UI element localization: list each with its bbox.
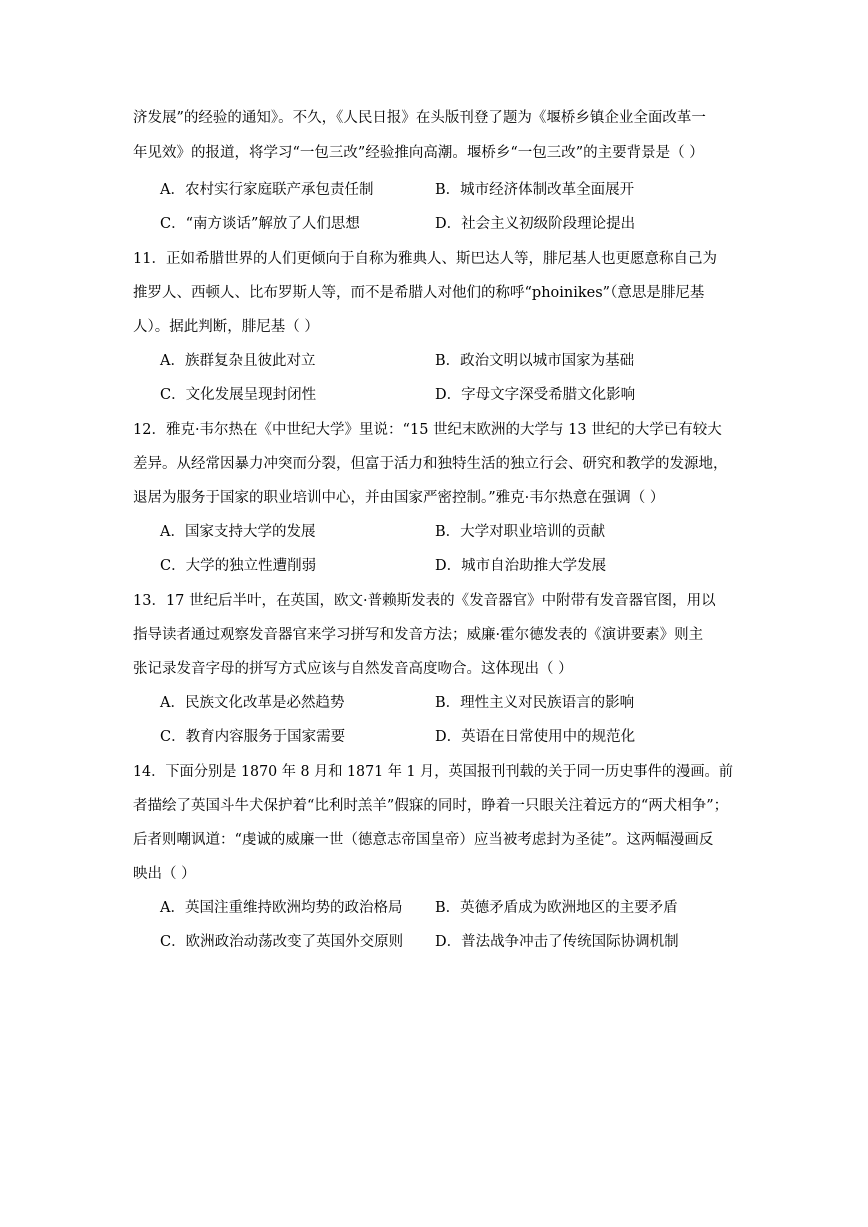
q12-stem-line-3: 退居为服务于国家的职业培训中心，并由国家严密控制。”雅克·韦尔热意在强调（ ） <box>133 490 665 506</box>
q10-stem-line-1: 济发展”的经验的通知》。不久，《人民日报》在头版刊登了题为《堰桥乡镇企业全面改革一 <box>133 110 706 126</box>
q14-option-a[interactable]: A．英国注重维持欧洲均势的政治格局 <box>160 900 403 916</box>
q13-option-b[interactable]: B．理性主义对民族语言的影响 <box>435 695 635 711</box>
q11-option-a[interactable]: A．族群复杂且彼此对立 <box>160 353 316 369</box>
q12-option-c[interactable]: C．大学的独立性遭削弱 <box>160 558 317 574</box>
q13-stem-line-1: 13．17 世纪后半叶，在英国，欧文·普赖斯发表的《发音器官》中附带有发音器官图，用以 <box>133 593 716 609</box>
q14-stem-line-1: 14．下面分别是 1870 年 8 月和 1871 年 1 月，英国报刊刊载的关于同一历史事件的漫画。前 <box>133 764 733 780</box>
q12-option-a[interactable]: A．国家支持大学的发展 <box>160 524 316 540</box>
q11-stem-line-3: 人）。据此判断，腓尼基（ ） <box>133 319 319 335</box>
q13-option-c[interactable]: C．教育内容服务于国家需要 <box>160 729 346 745</box>
q11-stem-line-2: 推罗人、西顿人、比布罗斯人等，而不是希腊人对他们的称呼“phoinikes”（意思是腓尼基 <box>133 285 705 301</box>
q14-option-c[interactable]: C．欧洲政治动荡改变了英国外交原则 <box>160 934 404 950</box>
q12-option-b[interactable]: B．大学对职业培训的贡献 <box>435 524 606 540</box>
q14-stem-line-4: 映出（ ） <box>133 866 196 882</box>
q11-option-b[interactable]: B．政治文明以城市国家为基础 <box>435 353 635 369</box>
q12-stem-line-1: 12．雅克·韦尔热在《中世纪大学》里说：“15 世纪末欧洲的大学与 13 世纪的大学已有较大 <box>133 422 722 438</box>
q13-stem-line-3: 张记录发音字母的拼写方式应该与自然发音高度吻合。这体现出（ ） <box>133 661 573 677</box>
q13-option-d[interactable]: D．英语在日常使用中的规范化 <box>435 729 636 745</box>
q11-stem-line-1: 11．正如希腊世界的人们更倾向于自称为雅典人、斯巴达人等，腓尼基人也更愿意称自己为 <box>133 251 717 267</box>
q10-option-c[interactable]: C．“南方谈话”解放了人们思想 <box>160 216 360 232</box>
q10-option-b[interactable]: B．城市经济体制改革全面展开 <box>435 182 635 198</box>
q14-stem-line-3: 后者则嘲讽道：“虔诚的威廉一世（德意志帝国皇帝）应当被考虑封为圣徒”。这两幅漫画反 <box>133 832 714 848</box>
q12-stem-line-2: 差异。从经常因暴力冲突而分裂，但富于活力和独特生活的独立行会、研究和教学的发源地， <box>133 456 728 472</box>
q13-stem-line-2: 指导读者通过观察发音器官来学习拼写和发音方法；威廉·霍尔德发表的《演讲要素》则主 <box>133 627 704 643</box>
q14-stem-line-2: 者描绘了英国斗牛犬保护着“比利时羔羊”假寐的同时，睁着一只眼关注着远方的“两犬相争”； <box>133 798 729 814</box>
q13-option-a[interactable]: A．民族文化改革是必然趋势 <box>160 695 345 711</box>
q10-option-a[interactable]: A．农村实行家庭联产承包责任制 <box>160 182 374 198</box>
q14-option-b[interactable]: B．英德矛盾成为欧洲地区的主要矛盾 <box>435 900 678 916</box>
q10-stem-line-2: 年见效》的报道，将学习“一包三改”经验推向高潮。堰桥乡“一包三改”的主要背景是（ ） <box>133 145 704 161</box>
q11-option-d[interactable]: D．字母文字深受希腊文化影响 <box>435 387 636 403</box>
q14-option-d[interactable]: D．普法战争冲击了传统国际协调机制 <box>435 934 679 950</box>
q12-option-d[interactable]: D．城市自治助推大学发展 <box>435 558 607 574</box>
q10-option-d[interactable]: D．社会主义初级阶段理论提出 <box>435 216 636 232</box>
q11-option-c[interactable]: C．文化发展呈现封闭性 <box>160 387 317 403</box>
